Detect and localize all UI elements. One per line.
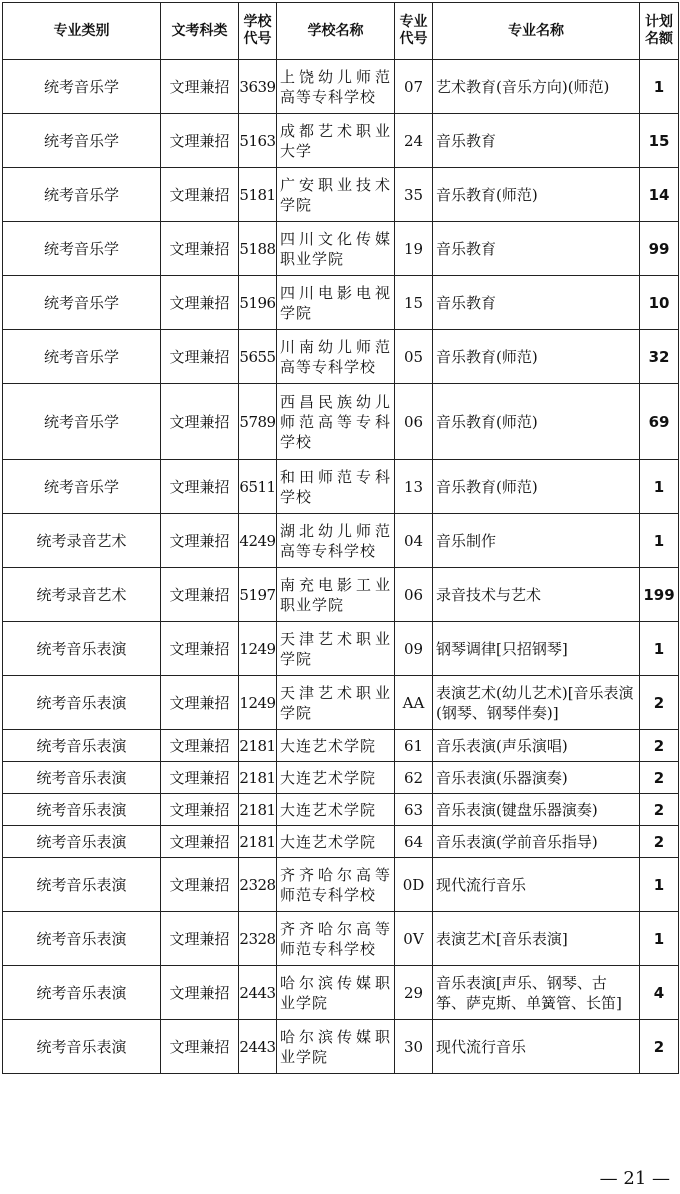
table-row: [3, 460, 679, 514]
major-code-cell: 61: [395, 730, 433, 762]
major-code-cell: 62: [395, 762, 433, 794]
category-cell: 统考音乐表演: [3, 858, 161, 912]
table-row: [3, 168, 679, 222]
school-code-cell: 5188: [239, 222, 277, 276]
subject-cell: 文理兼招: [161, 114, 239, 168]
major-code-cell: 19: [395, 222, 433, 276]
school-code-cell: 2443: [239, 966, 277, 1020]
major-name-cell: 音乐教育(师范): [433, 460, 640, 514]
subject-cell: 文理兼招: [161, 826, 239, 858]
enrollment-table: [2, 2, 679, 1074]
plan-cell: 1: [640, 514, 679, 568]
subject-cell: 文理兼招: [161, 912, 239, 966]
subject-cell: 文理兼招: [161, 514, 239, 568]
subject-cell: 文理兼招: [161, 330, 239, 384]
plan-cell: 10: [640, 276, 679, 330]
school-name-cell: 大连艺术学院: [277, 762, 395, 794]
subject-cell: 文理兼招: [161, 762, 239, 794]
plan-cell: 199: [640, 568, 679, 622]
school-code-cell: 5181: [239, 168, 277, 222]
school-name-cell: 哈尔滨传媒职业学院: [277, 966, 395, 1020]
subject-cell: 文理兼招: [161, 730, 239, 762]
header-school-name: 学校名称: [277, 3, 395, 60]
category-cell: 统考音乐学: [3, 330, 161, 384]
category-cell: 统考音乐表演: [3, 676, 161, 730]
major-name-cell: 音乐教育: [433, 222, 640, 276]
school-code-cell: 5789: [239, 384, 277, 460]
school-code-cell: 2328: [239, 912, 277, 966]
school-name-cell: 湖北幼儿师范高等专科学校: [277, 514, 395, 568]
table-row: [3, 514, 679, 568]
plan-cell: 2: [640, 826, 679, 858]
table-row: [3, 222, 679, 276]
school-code-cell: 2181: [239, 762, 277, 794]
plan-cell: 99: [640, 222, 679, 276]
category-cell: 统考音乐表演: [3, 762, 161, 794]
plan-cell: 1: [640, 858, 679, 912]
major-name-cell: 录音技术与艺术: [433, 568, 640, 622]
table-row: [3, 276, 679, 330]
school-code-cell: 6511: [239, 460, 277, 514]
major-name-cell: 音乐教育(师范): [433, 330, 640, 384]
category-cell: 统考音乐表演: [3, 622, 161, 676]
school-name-cell: 大连艺术学院: [277, 794, 395, 826]
header-subject: 文考科类: [161, 3, 239, 60]
table-row: [3, 858, 679, 912]
major-code-cell: 64: [395, 826, 433, 858]
category-cell: 统考音乐学: [3, 60, 161, 114]
subject-cell: 文理兼招: [161, 1020, 239, 1074]
major-code-cell: 04: [395, 514, 433, 568]
major-name-cell: 音乐教育: [433, 114, 640, 168]
plan-cell: 1: [640, 912, 679, 966]
major-name-cell: 音乐教育(师范): [433, 384, 640, 460]
category-cell: 统考音乐学: [3, 384, 161, 460]
major-code-cell: 09: [395, 622, 433, 676]
school-name-cell: 哈尔滨传媒职业学院: [277, 1020, 395, 1074]
table-row: [3, 730, 679, 762]
major-name-cell: 音乐教育(师范): [433, 168, 640, 222]
table-body: [3, 60, 679, 1074]
header-category: 专业类别: [3, 3, 161, 60]
category-cell: 统考音乐表演: [3, 826, 161, 858]
subject-cell: 文理兼招: [161, 858, 239, 912]
school-code-cell: 5196: [239, 276, 277, 330]
subject-cell: 文理兼招: [161, 276, 239, 330]
school-code-cell: 2181: [239, 794, 277, 826]
plan-cell: 2: [640, 1020, 679, 1074]
header-major-name: 专业名称: [433, 3, 640, 60]
major-code-cell: 0V: [395, 912, 433, 966]
school-name-cell: 上饶幼儿师范高等专科学校: [277, 60, 395, 114]
category-cell: 统考音乐表演: [3, 966, 161, 1020]
major-code-cell: 0D: [395, 858, 433, 912]
school-name-cell: 西昌民族幼儿师范高等专科学校: [277, 384, 395, 460]
school-name-cell: 大连艺术学院: [277, 826, 395, 858]
major-code-cell: 07: [395, 60, 433, 114]
school-name-cell: 广安职业技术学院: [277, 168, 395, 222]
major-code-cell: AA: [395, 676, 433, 730]
school-code-cell: 1249: [239, 622, 277, 676]
major-code-cell: 05: [395, 330, 433, 384]
school-code-cell: 4249: [239, 514, 277, 568]
table-row: [3, 568, 679, 622]
major-name-cell: 音乐表演(声乐演唱): [433, 730, 640, 762]
school-name-cell: 成都艺术职业大学: [277, 114, 395, 168]
plan-cell: 1: [640, 622, 679, 676]
major-name-cell: 艺术教育(音乐方向)(师范): [433, 60, 640, 114]
major-code-cell: 15: [395, 276, 433, 330]
subject-cell: 文理兼招: [161, 622, 239, 676]
major-code-cell: 63: [395, 794, 433, 826]
category-cell: 统考音乐表演: [3, 912, 161, 966]
school-name-cell: 天津艺术职业学院: [277, 622, 395, 676]
plan-cell: 32: [640, 330, 679, 384]
school-code-cell: 2328: [239, 858, 277, 912]
subject-cell: 文理兼招: [161, 384, 239, 460]
table-row: [3, 966, 679, 1020]
major-name-cell: 现代流行音乐: [433, 858, 640, 912]
category-cell: 统考音乐学: [3, 114, 161, 168]
school-name-cell: 川南幼儿师范高等专科学校: [277, 330, 395, 384]
header-plan: 计划 名额: [640, 3, 679, 60]
category-cell: 统考音乐学: [3, 168, 161, 222]
subject-cell: 文理兼招: [161, 460, 239, 514]
school-name-cell: 大连艺术学院: [277, 730, 395, 762]
major-name-cell: 钢琴调律[只招钢琴]: [433, 622, 640, 676]
plan-cell: 1: [640, 460, 679, 514]
school-name-cell: 齐齐哈尔高等师范专科学校: [277, 858, 395, 912]
category-cell: 统考音乐表演: [3, 730, 161, 762]
table-row: [3, 912, 679, 966]
subject-cell: 文理兼招: [161, 168, 239, 222]
table-row: [3, 330, 679, 384]
plan-cell: 2: [640, 794, 679, 826]
school-code-cell: 5197: [239, 568, 277, 622]
header-school-code: 学校 代号: [239, 3, 277, 60]
table-row: [3, 826, 679, 858]
subject-cell: 文理兼招: [161, 966, 239, 1020]
plan-cell: 14: [640, 168, 679, 222]
major-name-cell: 音乐教育: [433, 276, 640, 330]
plan-cell: 69: [640, 384, 679, 460]
subject-cell: 文理兼招: [161, 568, 239, 622]
major-name-cell: 表演艺术(幼儿艺术)[音乐表演(钢琴、钢琴伴奏)]: [433, 676, 640, 730]
school-code-cell: 2181: [239, 730, 277, 762]
major-code-cell: 13: [395, 460, 433, 514]
subject-cell: 文理兼招: [161, 794, 239, 826]
major-name-cell: 表演艺术[音乐表演]: [433, 912, 640, 966]
school-name-cell: 和田师范专科学校: [277, 460, 395, 514]
plan-cell: 15: [640, 114, 679, 168]
plan-cell: 4: [640, 966, 679, 1020]
school-name-cell: 四川电影电视学院: [277, 276, 395, 330]
table-row: [3, 762, 679, 794]
school-code-cell: 2443: [239, 1020, 277, 1074]
plan-cell: 2: [640, 762, 679, 794]
school-code-cell: 5655: [239, 330, 277, 384]
table-row: [3, 60, 679, 114]
header-row: [3, 3, 679, 60]
category-cell: 统考录音艺术: [3, 568, 161, 622]
major-name-cell: 音乐制作: [433, 514, 640, 568]
table-row: [3, 676, 679, 730]
subject-cell: 文理兼招: [161, 676, 239, 730]
table-row: [3, 622, 679, 676]
category-cell: 统考音乐表演: [3, 1020, 161, 1074]
category-cell: 统考音乐学: [3, 460, 161, 514]
school-code-cell: 2181: [239, 826, 277, 858]
plan-cell: 2: [640, 730, 679, 762]
plan-cell: 1: [640, 60, 679, 114]
category-cell: 统考音乐学: [3, 276, 161, 330]
school-code-cell: 1249: [239, 676, 277, 730]
school-code-cell: 3639: [239, 60, 277, 114]
subject-cell: 文理兼招: [161, 60, 239, 114]
major-name-cell: 现代流行音乐: [433, 1020, 640, 1074]
major-code-cell: 35: [395, 168, 433, 222]
category-cell: 统考音乐学: [3, 222, 161, 276]
major-code-cell: 24: [395, 114, 433, 168]
school-name-cell: 四川文化传媒职业学院: [277, 222, 395, 276]
page-number: — 21 —: [599, 1168, 670, 1189]
major-code-cell: 30: [395, 1020, 433, 1074]
school-name-cell: 齐齐哈尔高等师范专科学校: [277, 912, 395, 966]
major-name-cell: 音乐表演(乐器演奏): [433, 762, 640, 794]
school-name-cell: 南充电影工业职业学院: [277, 568, 395, 622]
category-cell: 统考录音艺术: [3, 514, 161, 568]
major-code-cell: 06: [395, 568, 433, 622]
table-row: [3, 114, 679, 168]
plan-cell: 2: [640, 676, 679, 730]
subject-cell: 文理兼招: [161, 222, 239, 276]
major-code-cell: 29: [395, 966, 433, 1020]
table-row: [3, 794, 679, 826]
major-name-cell: 音乐表演(学前音乐指导): [433, 826, 640, 858]
table-row: [3, 1020, 679, 1074]
school-code-cell: 5163: [239, 114, 277, 168]
header-major-code: 专业 代号: [395, 3, 433, 60]
table-row: [3, 384, 679, 460]
category-cell: 统考音乐表演: [3, 794, 161, 826]
school-name-cell: 天津艺术职业学院: [277, 676, 395, 730]
major-name-cell: 音乐表演(键盘乐器演奏): [433, 794, 640, 826]
major-code-cell: 06: [395, 384, 433, 460]
major-name-cell: 音乐表演[声乐、钢琴、古筝、萨克斯、单簧管、长笛]: [433, 966, 640, 1020]
